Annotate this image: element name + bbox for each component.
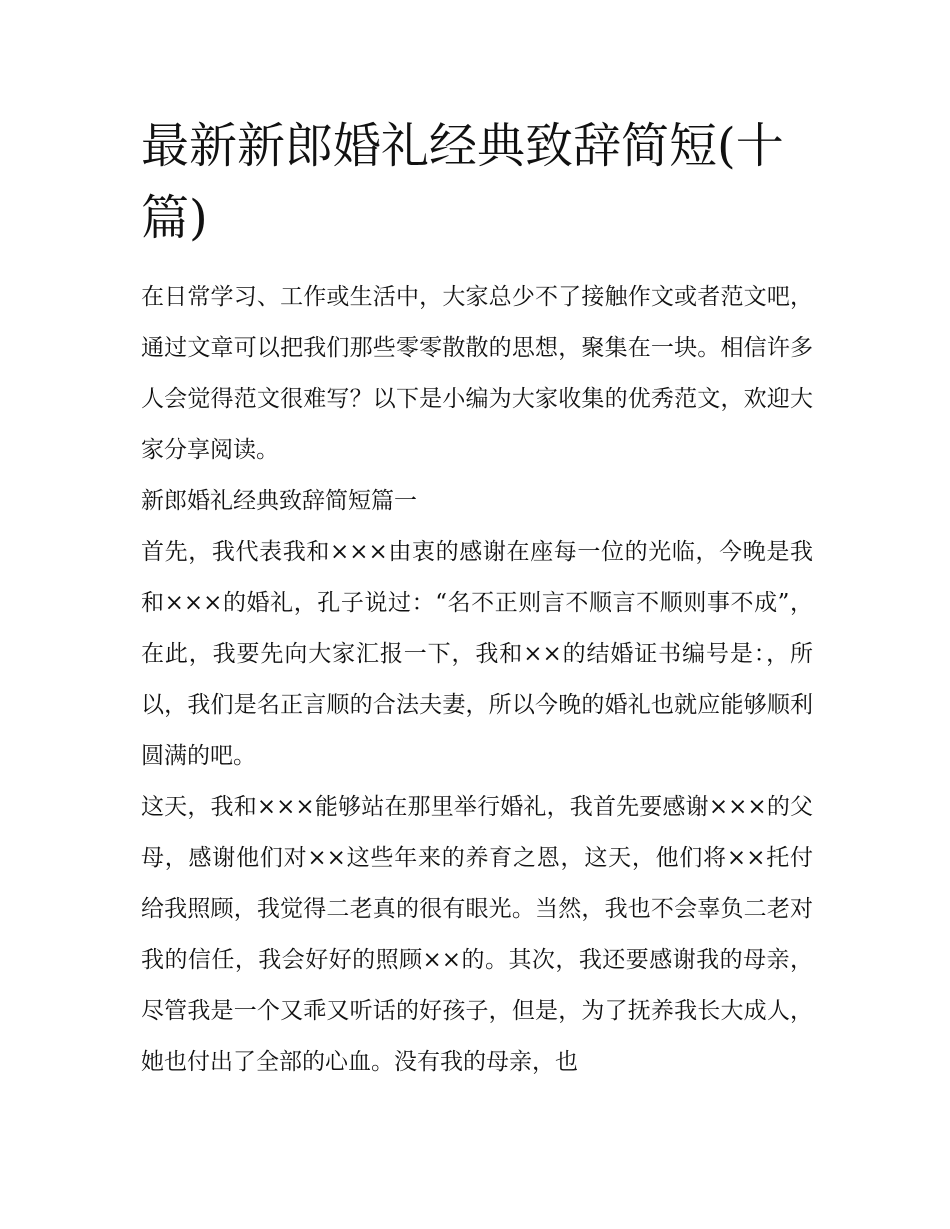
intro-paragraph: 在日常学习、工作或生活中，大家总少不了接触作文或者范文吧，通过文章可以把我们那些零零散散的思想，聚集在一块。相信许多人会觉得范文很难写？以下是小编为大家收集的优秀范文，欢迎大家分享阅读。 [141, 284, 813, 463]
body-paragraph: 首先，我代表我和×××由衷的感谢在座每一位的光临，今晚是我和×××的婚礼，孔子说过：“名不正则言不顺言不顺则事不成”，在此，我要先向大家汇报一下，我和××的结婚证书编号是：，所以，我们是名正言顺的合法夫妻，所以今晚的婚礼也就应能够顺利圆满的吧。 [141, 539, 813, 769]
section-heading: 新郎婚礼经典致辞简短篇一 [141, 488, 417, 514]
body-paragraph: 这天，我和×××能够站在那里举行婚礼，我首先要感谢×××的父母，感谢他们对××这些年来的养育之恩，这天，他们将××托付给我照顾，我觉得二老真的很有眼光。当然，我也不会辜负二老对我的信任，我会好好的照顾××的。其次，我还要感谢我的母亲，尽管我是一个又乖又听话的好孩子，但是，为了抚养我长大成人，她也付出了全部的心血。没有我的母亲，也 [141, 794, 813, 1075]
document-body [141, 110, 813, 1088]
document-title: 最新新郎婚礼经典致辞简短(十篇) [141, 118, 784, 246]
